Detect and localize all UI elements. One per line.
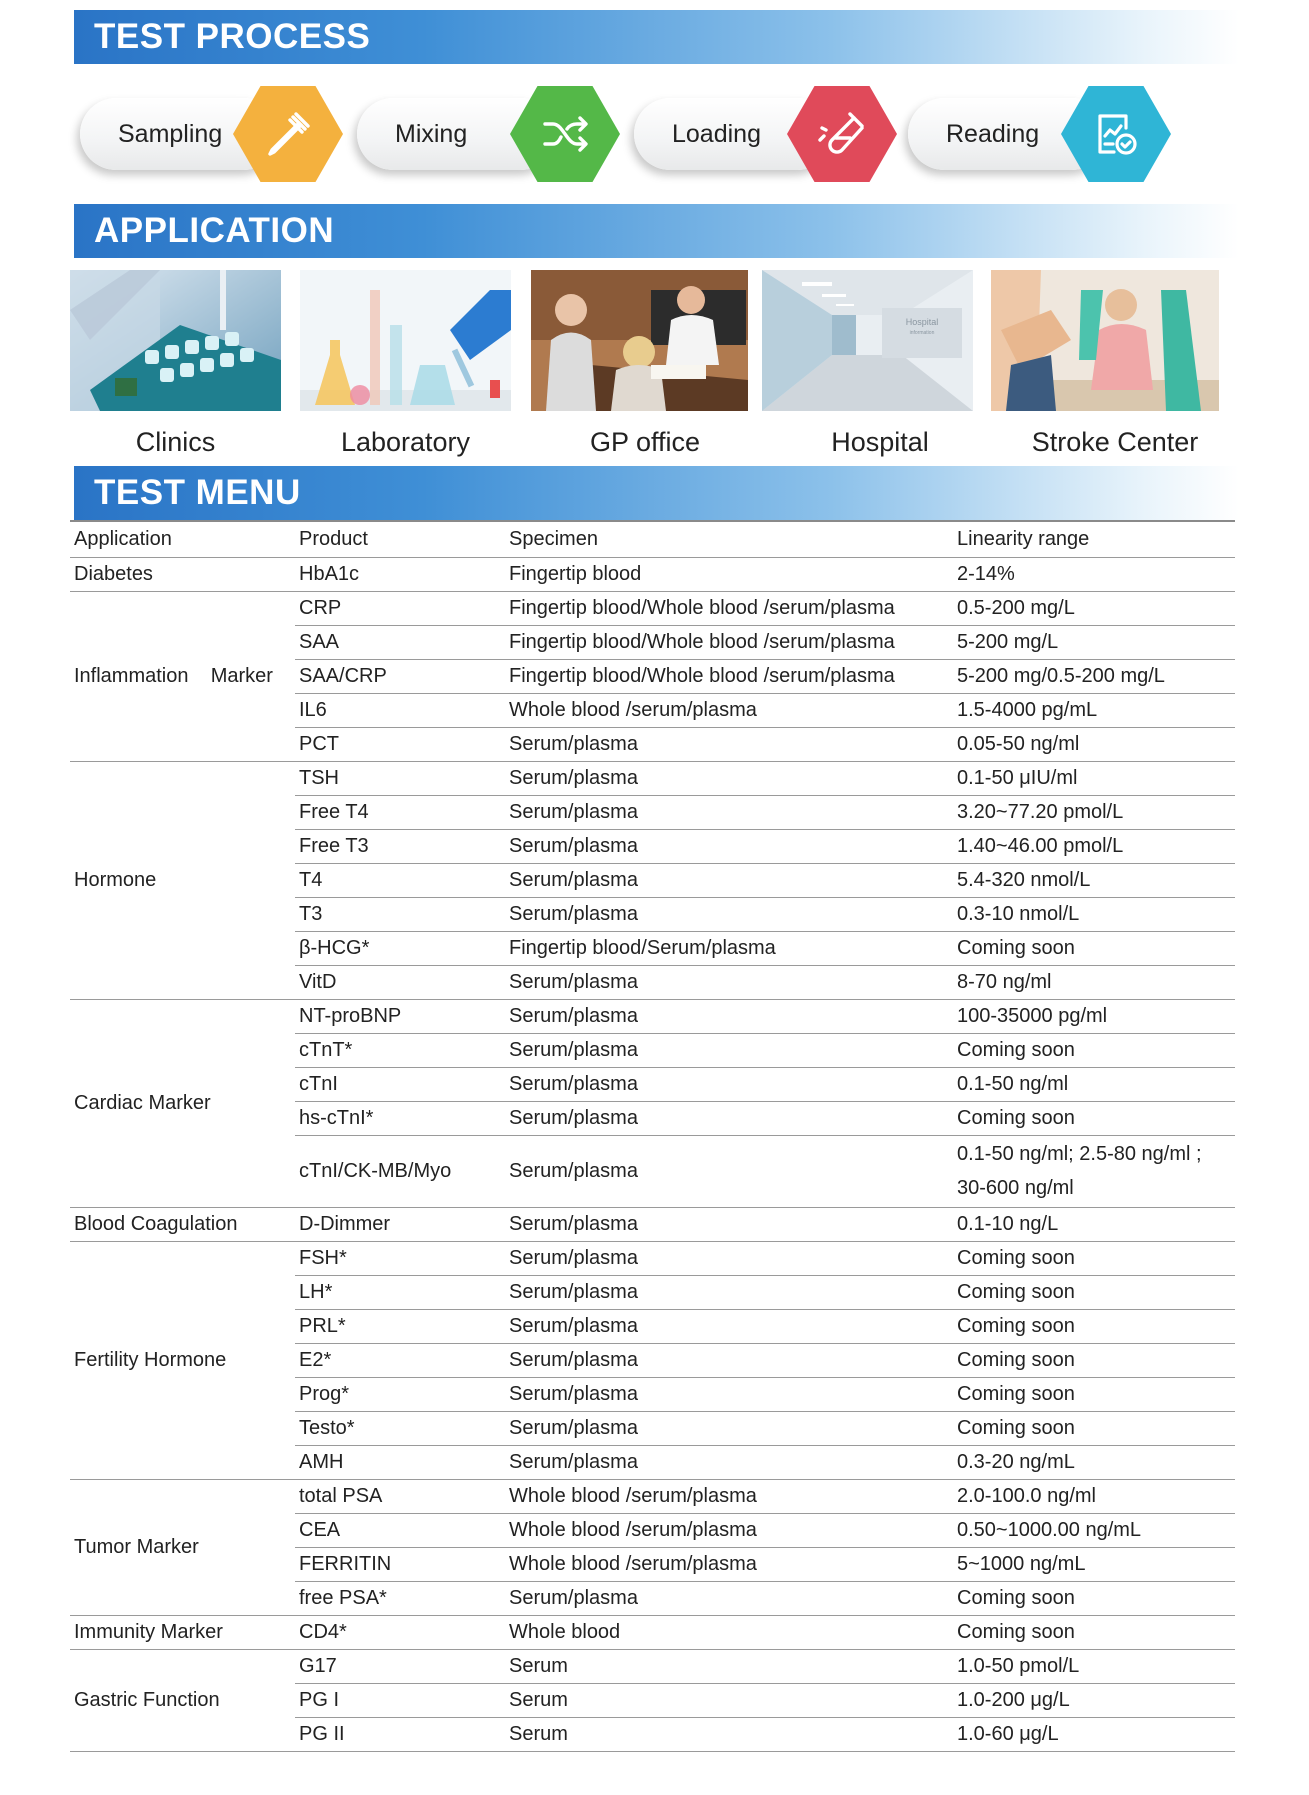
specimen-cell: Fingertip blood: [505, 557, 953, 591]
product-cell: SAA/CRP: [295, 659, 505, 693]
specimen-cell: Whole blood /serum/plasma: [505, 693, 953, 727]
linearity-cell: 0.3-20 ng/mL: [953, 1445, 1235, 1479]
product-cell: FSH*: [295, 1241, 505, 1275]
application-cell: Cardiac Marker: [70, 999, 295, 1207]
header-product: Product: [295, 521, 505, 557]
specimen-cell: Serum/plasma: [505, 795, 953, 829]
step-label: Reading: [946, 120, 1040, 148]
specimen-cell: Serum/plasma: [505, 1343, 953, 1377]
specimen-cell: Serum/plasma: [505, 1135, 953, 1207]
product-cell: LH*: [295, 1275, 505, 1309]
specimen-cell: Serum/plasma: [505, 761, 953, 795]
linearity-cell: 0.1-50 ng/ml; 2.5-80 ng/ml ; 30-600 ng/ml: [953, 1135, 1235, 1207]
table-row: [70, 1241, 1235, 1275]
product-cell: CRP: [295, 591, 505, 625]
product-cell: IL6: [295, 693, 505, 727]
specimen-cell: Serum/plasma: [505, 1241, 953, 1275]
product-cell: TSH: [295, 761, 505, 795]
specimen-cell: Whole blood: [505, 1615, 953, 1649]
linearity-cell: 1.0-200 μg/L: [953, 1683, 1235, 1717]
product-cell: Testo*: [295, 1411, 505, 1445]
specimen-cell: Serum/plasma: [505, 1275, 953, 1309]
specimen-cell: Fingertip blood/Serum/plasma: [505, 931, 953, 965]
application-label-gp-office: GP office: [589, 427, 701, 457]
header-linearity: Linearity range: [953, 521, 1235, 557]
product-cell: T4: [295, 863, 505, 897]
specimen-cell: Serum: [505, 1683, 953, 1717]
specimen-cell: Serum/plasma: [505, 727, 953, 761]
linearity-cell: 0.5-200 mg/L: [953, 591, 1235, 625]
specimen-cell: Serum/plasma: [505, 1581, 953, 1615]
specimen-cell: Fingertip blood/Whole blood /serum/plasma: [505, 625, 953, 659]
product-cell: Free T4: [295, 795, 505, 829]
step-loading: [634, 84, 904, 184]
header-application: Application: [70, 521, 295, 557]
table-row: [70, 999, 1235, 1033]
step-label: Loading: [672, 120, 761, 148]
hospital-sign-subtext: information: [909, 330, 935, 336]
specimen-cell: Serum/plasma: [505, 829, 953, 863]
application-label-stroke-center: Stroke Center: [1031, 427, 1199, 457]
application-title: APPLICATION: [94, 211, 335, 250]
linearity-cell: 3.20~77.20 pmol/L: [953, 795, 1235, 829]
linearity-cell: Coming soon: [953, 1615, 1235, 1649]
specimen-cell: Fingertip blood/Whole blood /serum/plasma: [505, 591, 953, 625]
application-cell: Tumor Marker: [70, 1479, 295, 1615]
product-cell: T3: [295, 897, 505, 931]
stroke-center-photo: [991, 270, 1219, 411]
product-cell: HbA1c: [295, 557, 505, 591]
specimen-cell: Serum/plasma: [505, 1067, 953, 1101]
product-cell: D-Dimmer: [295, 1207, 505, 1241]
product-cell: Prog*: [295, 1377, 505, 1411]
linearity-cell: 1.0-60 μg/L: [953, 1717, 1235, 1751]
product-cell: E2*: [295, 1343, 505, 1377]
test-menu-banner: [74, 466, 1239, 520]
gp-office-photo: [531, 270, 748, 411]
process-steps: [80, 84, 1180, 184]
specimen-cell: Serum/plasma: [505, 897, 953, 931]
specimen-cell: Serum/plasma: [505, 1411, 953, 1445]
table-row: [70, 1207, 1235, 1241]
linearity-cell: Coming soon: [953, 1309, 1235, 1343]
linearity-cell: Coming soon: [953, 1033, 1235, 1067]
application-cell: Immunity Marker: [70, 1615, 295, 1649]
product-cell: cTnI/CK-MB/Myo: [295, 1135, 505, 1207]
specimen-cell: Whole blood /serum/plasma: [505, 1513, 953, 1547]
test-menu-table: [70, 520, 1235, 1752]
linearity-cell: 2.0-100.0 ng/ml: [953, 1479, 1235, 1513]
product-cell: NT-proBNP: [295, 999, 505, 1033]
linearity-cell: 8-70 ng/ml: [953, 965, 1235, 999]
application-label-laboratory: Laboratory: [340, 427, 471, 457]
linearity-cell: Coming soon: [953, 1343, 1235, 1377]
product-cell: CD4*: [295, 1615, 505, 1649]
application-cell: Diabetes: [70, 557, 295, 591]
table-row: [70, 1615, 1235, 1649]
table-header-row: [70, 521, 1235, 557]
linearity-cell: 5~1000 ng/mL: [953, 1547, 1235, 1581]
step-label: Sampling: [118, 120, 223, 148]
product-cell: G17: [295, 1649, 505, 1683]
application-cell: Blood Coagulation: [70, 1207, 295, 1241]
linearity-cell: 0.1-50 μIU/ml: [953, 761, 1235, 795]
application-cell: Inflammation Marker: [70, 591, 295, 761]
linearity-cell: 5-200 mg/0.5-200 mg/L: [953, 659, 1235, 693]
product-cell: PRL*: [295, 1309, 505, 1343]
specimen-cell: Serum/plasma: [505, 1445, 953, 1479]
linearity-cell: Coming soon: [953, 1275, 1235, 1309]
step-sampling: [80, 84, 350, 184]
step-reading: [908, 84, 1178, 184]
application-banner: [74, 204, 1239, 258]
table-row: [70, 557, 1235, 591]
specimen-cell: Whole blood /serum/plasma: [505, 1547, 953, 1581]
product-cell: cTnT*: [295, 1033, 505, 1067]
linearity-cell: Coming soon: [953, 931, 1235, 965]
product-cell: hs-cTnI*: [295, 1101, 505, 1135]
product-cell: PCT: [295, 727, 505, 761]
product-cell: cTnI: [295, 1067, 505, 1101]
table-row: [70, 761, 1235, 795]
specimen-cell: Fingertip blood/Whole blood /serum/plasma: [505, 659, 953, 693]
product-cell: AMH: [295, 1445, 505, 1479]
header-specimen: Specimen: [505, 521, 953, 557]
product-cell: VitD: [295, 965, 505, 999]
clinics-photo: [70, 270, 281, 411]
linearity-cell: 0.1-50 ng/ml: [953, 1067, 1235, 1101]
product-cell: PG I: [295, 1683, 505, 1717]
linearity-cell: 1.5-4000 pg/mL: [953, 693, 1235, 727]
linearity-cell: Coming soon: [953, 1411, 1235, 1445]
specimen-cell: Whole blood /serum/plasma: [505, 1479, 953, 1513]
specimen-cell: Serum/plasma: [505, 999, 953, 1033]
application-cell: Gastric Function: [70, 1649, 295, 1751]
application-label-clinics: Clinics: [135, 427, 216, 457]
product-cell: total PSA: [295, 1479, 505, 1513]
application-cell: Hormone: [70, 761, 295, 999]
specimen-cell: Serum: [505, 1717, 953, 1751]
linearity-cell: 5-200 mg/L: [953, 625, 1235, 659]
specimen-cell: Serum: [505, 1649, 953, 1683]
linearity-cell: 0.05-50 ng/ml: [953, 727, 1235, 761]
test-menu-title: TEST MENU: [94, 473, 301, 512]
table-row: [70, 1479, 1235, 1513]
product-cell: β-HCG*: [295, 931, 505, 965]
linearity-cell: 100-35000 pg/ml: [953, 999, 1235, 1033]
table-row: [70, 1649, 1235, 1683]
specimen-cell: Serum/plasma: [505, 1207, 953, 1241]
laboratory-photo: [300, 270, 511, 411]
test-process-title: TEST PROCESS: [94, 17, 371, 56]
specimen-cell: Serum/plasma: [505, 1101, 953, 1135]
specimen-cell: Serum/plasma: [505, 1033, 953, 1067]
application-cell: Fertility Hormone: [70, 1241, 295, 1479]
specimen-cell: Serum/plasma: [505, 1309, 953, 1343]
hospital-photo: [762, 270, 973, 411]
table-row: [70, 591, 1235, 625]
product-cell: Free T3: [295, 829, 505, 863]
linearity-cell: 5.4-320 nmol/L: [953, 863, 1235, 897]
linearity-cell: Coming soon: [953, 1101, 1235, 1135]
product-cell: CEA: [295, 1513, 505, 1547]
hospital-sign-text: Hospital: [905, 317, 939, 327]
linearity-cell: 0.50~1000.00 ng/mL: [953, 1513, 1235, 1547]
step-label: Mixing: [395, 120, 468, 148]
linearity-cell: 0.3-10 nmol/L: [953, 897, 1235, 931]
linearity-cell: 2-14%: [953, 557, 1235, 591]
linearity-cell: 0.1-10 ng/L: [953, 1207, 1235, 1241]
linearity-cell: Coming soon: [953, 1377, 1235, 1411]
specimen-cell: Serum/plasma: [505, 965, 953, 999]
test-process-banner: [74, 10, 1239, 64]
specimen-cell: Serum/plasma: [505, 863, 953, 897]
linearity-cell: Coming soon: [953, 1241, 1235, 1275]
product-cell: free PSA*: [295, 1581, 505, 1615]
step-mixing: [357, 84, 627, 184]
linearity-cell: Coming soon: [953, 1581, 1235, 1615]
product-cell: PG II: [295, 1717, 505, 1751]
specimen-cell: Serum/plasma: [505, 1377, 953, 1411]
product-cell: FERRITIN: [295, 1547, 505, 1581]
application-label-hospital: Hospital: [831, 427, 929, 457]
linearity-cell: 1.40~46.00 pmol/L: [953, 829, 1235, 863]
linearity-cell: 1.0-50 pmol/L: [953, 1649, 1235, 1683]
product-cell: SAA: [295, 625, 505, 659]
